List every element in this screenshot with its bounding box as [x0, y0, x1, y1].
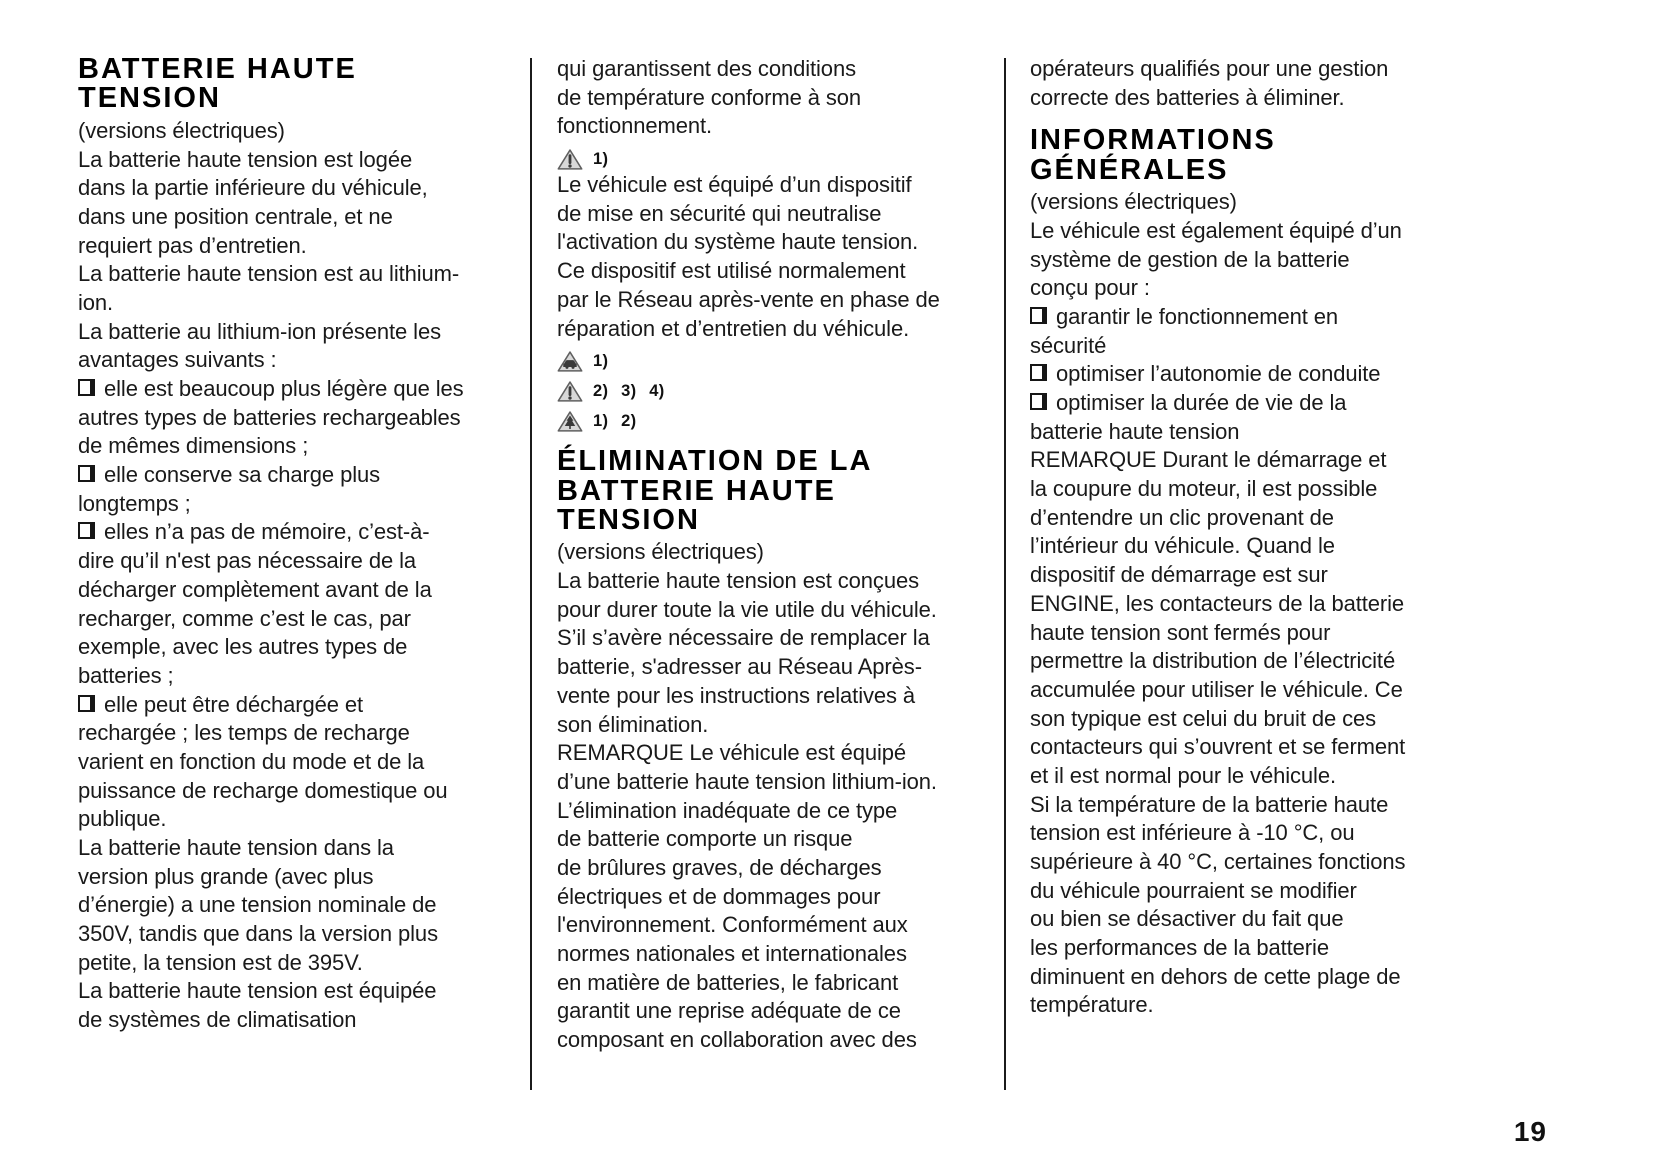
text-line: la coupure du moteur, il est possible: [1030, 476, 1378, 502]
column-divider-left: [530, 58, 532, 1090]
text-line: vente pour les instructions relatives à: [557, 682, 916, 708]
text-line: d’énergie) a une tension nominale de: [78, 892, 437, 918]
text-line: petite, la tension est de 395V.: [78, 949, 363, 975]
warning-triangle-icon: [557, 148, 583, 171]
text-line: La batterie au lithium-ion présente les: [78, 318, 441, 344]
text-line: exemple, avec les autres types de: [78, 634, 408, 660]
bullet-text: elle peut être déchargée et: [104, 691, 364, 717]
bullet-line: [78, 518, 523, 547]
bullet-square-icon: [78, 695, 95, 712]
text-line: de température conforme à son: [557, 84, 862, 110]
text-line: de mêmes dimensions ;: [78, 433, 309, 459]
text-line: longtemps ;: [78, 490, 191, 516]
bullet-square-icon: [78, 379, 95, 396]
text-line: du véhicule pourraient se modifier: [1030, 877, 1357, 903]
text-line: accumulée pour utiliser le véhicule. Ce: [1030, 676, 1403, 702]
text-line: réparation et d’entretien du véhicule.: [557, 315, 910, 341]
text-line: conçu pour :: [1030, 275, 1150, 301]
page-number: 19: [1513, 1116, 1547, 1147]
text-line: La batterie haute tension est équipée: [78, 978, 437, 1004]
bullet-text: garantir le fonctionnement en: [1056, 303, 1339, 329]
bullet-text: optimiser la durée de vie de la: [1056, 390, 1347, 415]
text-line: puissance de recharge domestique ou: [78, 777, 448, 803]
bullet-square-icon: [1030, 393, 1047, 410]
text-line: les performances de la batterie: [1030, 935, 1329, 961]
text-line: l’intérieur du véhicule. Quand le: [1030, 533, 1335, 559]
text-line: l'environnement. Conformément aux: [557, 912, 908, 938]
column-1: [78, 55, 523, 1035]
text-line: décharger complètement avant de la: [78, 576, 432, 602]
text-line: (versions électriques): [1030, 189, 1237, 215]
bullet-square-icon: [1030, 307, 1047, 324]
section-heading-line: TENSION: [78, 82, 221, 115]
bullet-line: [1030, 360, 1470, 389]
text-line: ENGINE, les contacteurs de la batterie: [1030, 590, 1405, 616]
bullet-line: [1030, 389, 1470, 418]
text-line: batterie haute tension: [1030, 418, 1240, 444]
warning-triangle-icon: [557, 380, 583, 403]
text-line: garantit une reprise adéquate de ce: [557, 998, 901, 1024]
car-triangle-icon: [557, 350, 583, 373]
text-line: ion.: [78, 289, 114, 315]
text-line: normes nationales et internationales: [557, 941, 907, 967]
text-line: de brûlures graves, de décharges: [557, 854, 882, 880]
section-heading-line: ÉLIMINATION DE LA: [557, 445, 873, 478]
text-line: sécurité: [1030, 332, 1107, 358]
text-line: REMARQUE Le véhicule est équipé: [557, 740, 907, 766]
section-heading: [78, 55, 523, 114]
text-line: Ce dispositif est utilisé normalement: [557, 258, 906, 284]
text-line: température.: [1030, 992, 1154, 1018]
text-line: par le Réseau après-vente en phase de: [557, 286, 940, 312]
column-divider-right: [1004, 58, 1006, 1090]
text-line: supérieure à 40 °C, certaines fonctions: [1030, 849, 1406, 874]
bullet-line: [78, 691, 523, 720]
text-line: dans une position centrale, et ne: [78, 203, 393, 229]
text-line: son élimination.: [557, 711, 709, 737]
text-line: son typique est celui du bruit de ces: [1030, 705, 1377, 731]
icon-note-row: [557, 141, 999, 171]
text-line: Si la température de la batterie haute: [1030, 791, 1389, 817]
text-line: tension est inférieure à -10 °C, ou: [1030, 820, 1355, 846]
text-line: d’une batterie haute tension lithium-ion.: [557, 768, 937, 794]
text-line: La batterie haute tension est au lithium-: [78, 261, 460, 287]
text-line: La batterie haute tension est conçues: [557, 568, 919, 594]
tree-triangle-icon: [557, 410, 583, 433]
text-line: permettre la distribution de l’électricité: [1030, 648, 1396, 674]
text-line: dispositif de démarrage est sur: [1030, 562, 1328, 588]
section-heading-line: GÉNÉRALES: [1030, 153, 1229, 186]
text-line: (versions électriques): [557, 539, 764, 565]
text-line: haute tension sont fermés pour: [1030, 619, 1331, 645]
text-line: en matière de batteries, le fabricant: [557, 969, 899, 995]
text-line: requiert pas d’entretien.: [78, 232, 307, 258]
text-line: de mise en sécurité qui neutralise: [557, 200, 882, 226]
bullet-text: elles n’a pas de mémoire, c’est-à-: [104, 519, 430, 545]
text-line: 350V, tandis que dans la version plus: [78, 921, 438, 947]
bullet-text: elle est beaucoup plus légère que les: [104, 376, 464, 401]
text-line: opérateurs qualifiés pour une gestion: [1030, 56, 1389, 81]
text-line: dans la partie inférieure du véhicule,: [78, 175, 428, 201]
section-heading-line: TENSION: [557, 504, 700, 536]
text-line: composant en collaboration avec des: [557, 1027, 917, 1053]
icon-note-row: [557, 343, 999, 373]
bullet-square-icon: [78, 465, 95, 482]
text-line: rechargée ; les temps de recharge: [78, 720, 410, 746]
text-line: batteries ;: [78, 662, 174, 688]
text-line: de systèmes de climatisation: [78, 1007, 357, 1033]
text-line: qui garantissent des conditions: [557, 56, 856, 81]
column-2: [557, 55, 999, 1055]
text-line: batterie, s'adresser au Réseau Après-: [557, 654, 922, 680]
bullet-line: [78, 375, 523, 404]
text-line: l'activation du système haute tension.: [557, 229, 919, 255]
section-heading-line: BATTERIE HAUTE: [78, 53, 357, 85]
text-line: (versions électriques): [78, 117, 285, 143]
icon-note-row: [557, 403, 999, 433]
icon-note-refs: 1): [593, 150, 609, 169]
text-line: autres types de batteries rechargeables: [78, 404, 461, 430]
text-line: Le véhicule est équipé d’un dispositif: [557, 172, 912, 198]
text-line: diminuent en dehors de cette plage de: [1030, 963, 1401, 989]
bullet-line: [78, 461, 523, 490]
column-3: [1030, 55, 1470, 1020]
section-heading: [1030, 126, 1470, 185]
text-line: La batterie haute tension est logée: [78, 146, 413, 172]
text-line: système de gestion de la batterie: [1030, 246, 1350, 272]
text-line: avantages suivants :: [78, 347, 277, 373]
icon-note-refs: 1) 2): [593, 412, 637, 431]
text-line: ou bien se désactiver du fait que: [1030, 906, 1344, 932]
icon-note-row: [557, 373, 999, 403]
text-line: pour durer toute la vie utile du véhicule.: [557, 596, 937, 622]
bullet-text: elle conserve sa charge plus: [104, 462, 381, 488]
text-line: L’élimination inadéquate de ce type: [557, 797, 898, 823]
bullet-text: optimiser l’autonomie de conduite: [1056, 361, 1381, 387]
text-line: version plus grande (avec plus: [78, 863, 374, 889]
section-heading-line: BATTERIE HAUTE: [557, 474, 836, 507]
text-line: fonctionnement.: [557, 113, 713, 139]
icon-note-refs: 2) 3) 4): [593, 382, 665, 401]
text-line: recharger, comme c’est le cas, par: [78, 605, 411, 631]
text-line: contacteurs qui s’ouvrent et se ferment: [1030, 734, 1406, 760]
text-line: électriques et de dommages pour: [557, 883, 881, 909]
section-heading: [557, 447, 999, 535]
text-line: publique.: [78, 806, 167, 832]
text-line: S’il s’avère nécessaire de remplacer la: [557, 625, 930, 651]
text-line: varient en fonction du mode et de la: [78, 748, 425, 774]
text-line: d’entendre un clic provenant de: [1030, 504, 1334, 530]
icon-note-refs: 1): [593, 352, 609, 371]
text-line: Le véhicule est également équipé d’un: [1030, 217, 1402, 243]
text-line: dire qu’il n'est pas nécessaire de la: [78, 548, 417, 574]
text-line: de batterie comporte un risque: [557, 826, 853, 852]
text-line: REMARQUE Durant le démarrage et: [1030, 447, 1387, 473]
section-heading-line: INFORMATIONS: [1030, 124, 1276, 157]
bullet-square-icon: [1030, 364, 1047, 381]
text-line: La batterie haute tension dans la: [78, 835, 394, 860]
text-line: et il est normal pour le véhicule.: [1030, 762, 1336, 788]
text-line: correcte des batteries à éliminer.: [1030, 84, 1345, 110]
bullet-square-icon: [78, 522, 95, 539]
bullet-line: [1030, 303, 1470, 332]
